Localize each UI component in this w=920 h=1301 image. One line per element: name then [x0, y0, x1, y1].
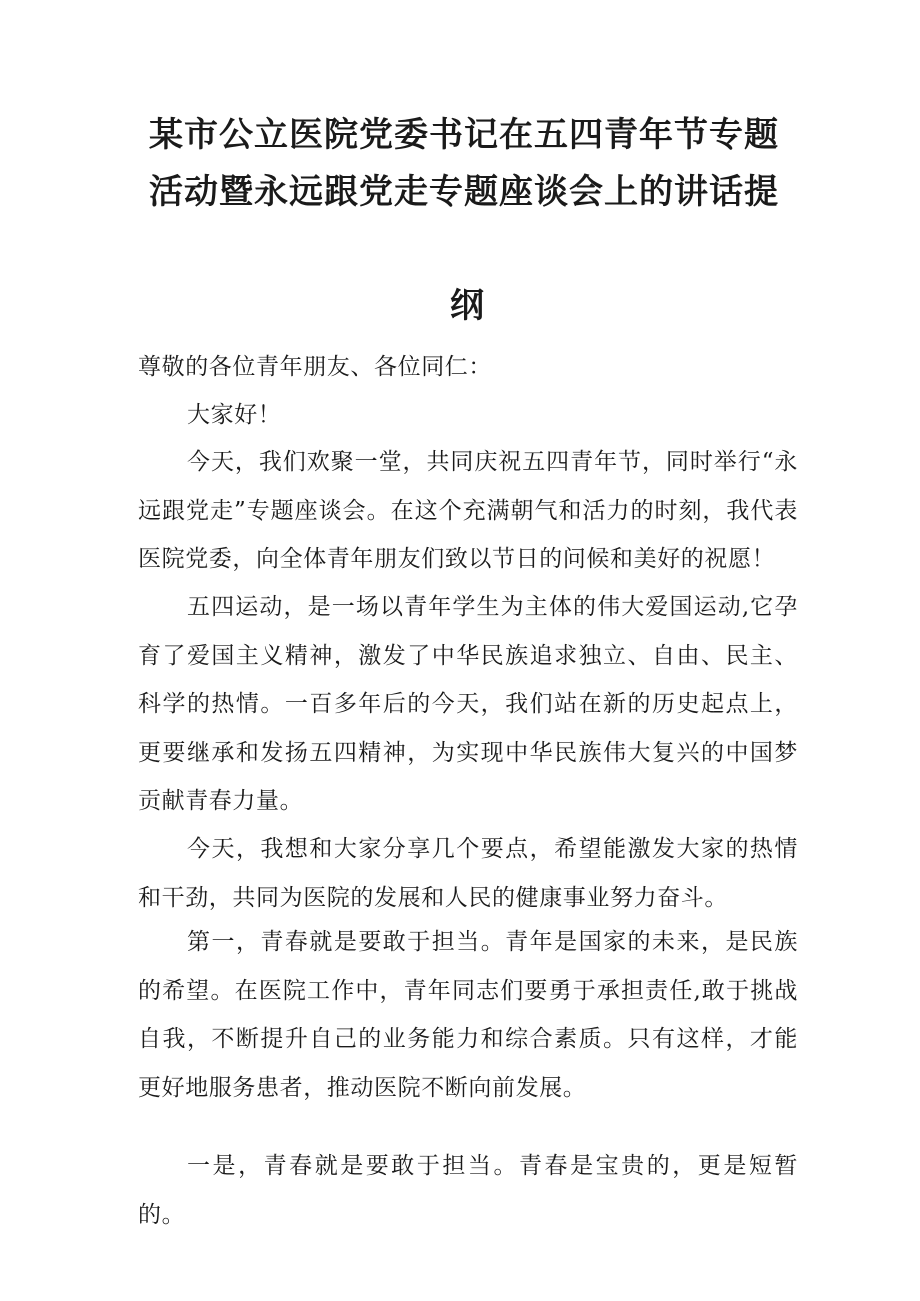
paragraph-sub-point-one [138, 1142, 798, 1239]
paragraph-point-one [138, 918, 798, 1112]
paragraph-key-points [138, 825, 798, 922]
salutation [138, 343, 798, 392]
paragraph-may-fourth [138, 583, 798, 826]
paragraph-text: 五四运动，是一场以青年学生为主体的伟大爱国运动,它孕育了爱国主义精神，激发了中华民族追求独立、自由、民主、科学的热情。一百多年后的今天，我们站在新的历史起点上，更要继承和发扬五四精神，为实现中华民族伟大复兴的中国梦贡献青春力量。 [138, 594, 798, 814]
paragraph-text: 今天，我想和大家分享几个要点，希望能激发大家的热情和干劲，共同为医院的发展和人民的健康事业努力奋斗。 [138, 836, 798, 911]
document-title-line-3: 纲 [450, 286, 485, 326]
document-title-line-1: 某市公立医院党委书记在五四青年节专题 [149, 115, 779, 155]
paragraph-intro [138, 438, 798, 584]
salutation-text: 尊敬的各位青年朋友、各位同仁： [138, 354, 492, 380]
paragraph-text: 大家好！ [187, 402, 282, 428]
paragraph-text: 今天，我们欢聚一堂，共同庆祝五四青年节，同时举行“永远跟党走”专题座谈会。在这个充满朝气和活力的时刻，我代表医院党委，向全体青年朋友们致以节日的问候和美好的祝愿！ [138, 449, 798, 572]
paragraph-greeting [138, 391, 798, 440]
document-title-line-2: 活动暨永远跟党走专题座谈会上的讲话提 [149, 172, 779, 212]
paragraph-text: 第一，青春就是要敢于担当。青年是国家的未来，是民族的希望。在医院工作中，青年同志们要勇于承担责任,敢于挑战自我，不断提升自己的业务能力和综合素质。只有这样，才能更好地服务患者，推动医院不断向前发展。 [138, 929, 798, 1101]
paragraph-text: 一是，青春就是要敢于担当。青春是宝贵的，更是短暂的。 [138, 1153, 798, 1228]
